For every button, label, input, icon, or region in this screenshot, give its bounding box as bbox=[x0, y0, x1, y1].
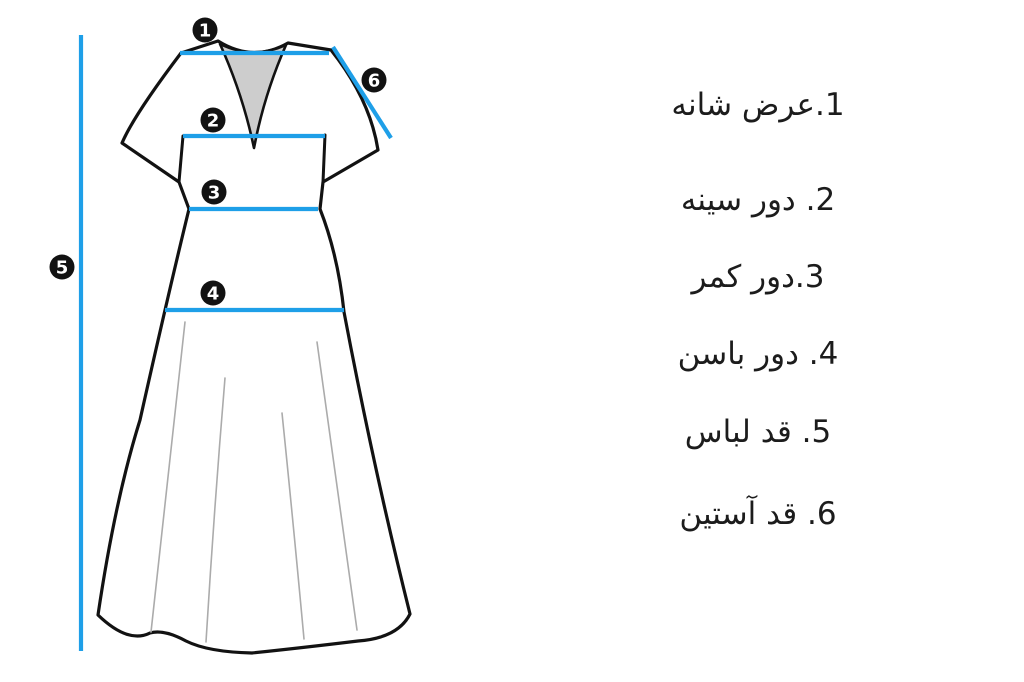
right-side-seam bbox=[323, 135, 325, 182]
badge-1 bbox=[193, 18, 218, 43]
badge-4 bbox=[201, 281, 226, 306]
legend-item-sleeve-length: 6. قد آستین bbox=[679, 496, 837, 532]
badge-6-number: 6 bbox=[367, 70, 381, 92]
badge-3 bbox=[202, 180, 227, 205]
legend-item-shoulder-width: 1.عرض شانه bbox=[671, 87, 845, 123]
badge-2-number: 2 bbox=[206, 110, 220, 132]
badge-5-number: 5 bbox=[55, 257, 69, 279]
badge-4-number: 4 bbox=[206, 283, 220, 305]
badge-6 bbox=[362, 68, 387, 93]
legend-item-waist: 3.دور کمر bbox=[691, 259, 825, 295]
badge-1-number: 1 bbox=[198, 20, 212, 42]
legend-item-dress-length: 5. قد لباس bbox=[684, 414, 832, 450]
measurement-legend bbox=[558, 0, 958, 682]
legend-item-bust: 2. دور سینه bbox=[680, 182, 836, 218]
badge-2 bbox=[201, 108, 226, 133]
legend-item-hip: 4. دور باسن bbox=[677, 336, 839, 372]
dress-illustration bbox=[0, 0, 480, 682]
badge-5 bbox=[50, 255, 75, 280]
badge-3-number: 3 bbox=[207, 182, 221, 204]
